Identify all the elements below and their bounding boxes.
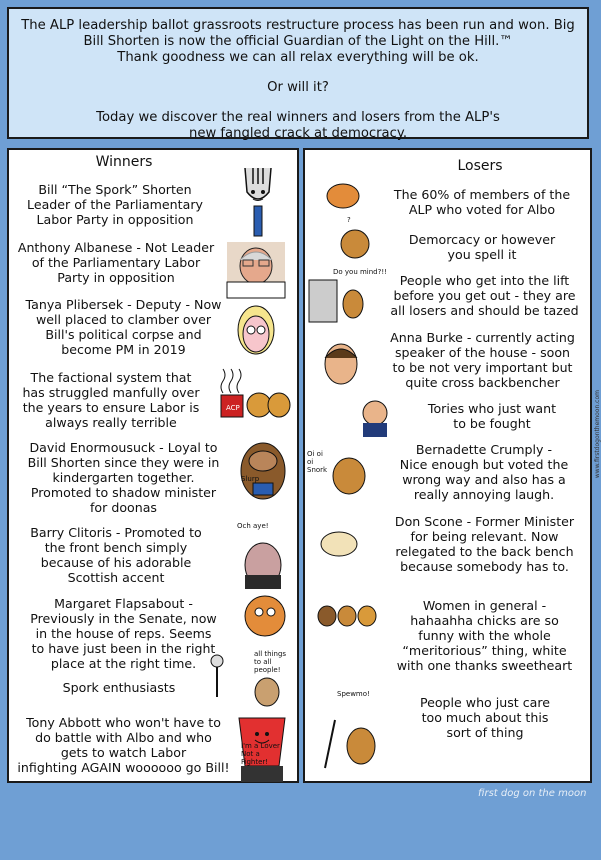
slurp-caption: Slurp [241,475,260,483]
loser-item: Tories who just want to be fought [427,401,557,431]
winners-title: Winners [95,154,153,170]
loser-item: People who just care too much about this sort of thing [419,695,551,740]
women-icon [315,600,379,632]
losers-title: Losers [457,158,503,174]
enthusiast-icon [249,670,285,710]
winner-item: The factional system that has struggled manfully over the years to ensure Labor is always really terrible [22,370,200,430]
albo-supporter-icon [321,178,367,214]
all-things-caption: all things to all people! [254,650,287,674]
bernadette-icon [329,450,371,500]
loser-item: People who get into the lift before you get out - they are all losers and should be tazed [390,273,579,318]
democracy-icon [335,222,375,262]
intro-line: Or will it? [267,80,329,95]
tanya-icon [231,300,281,360]
factional-system-icon [217,365,295,425]
loser-item: Bernadette Crumply - Nice enough but voted the wrong way and also has a really annoying laugh. [399,442,569,502]
spork-icon [207,655,227,699]
winner-item: Margaret Flapsabout - Previously in the Senate, now in the house of reps. Seems to have just been in the right place at the right time. [30,596,217,671]
loser-item: Anna Burke - currently acting speaker of the house - soon to be not very important but quite cross backbencher [390,330,575,390]
tory-icon [355,395,395,439]
winner-item: Barry Clitoris - Promoted to the front bench simply because of his adorable Scottish accent [30,525,202,585]
winner-item: Bill “The Spork” Shorten Leader of the Parliamentary Labor Party in opposition [27,182,203,227]
acp-label: ACP [226,404,240,412]
och-aye-caption: Och aye! [237,522,269,530]
loser-item: Women in general - hahaahha chicks are so funny with the whole “meritorious” thing, white with one thanks sweetheart [396,598,573,673]
winner-item: Anthony Albanese - Not Leader of the Parliamentary Labor Party in opposition [17,240,215,285]
winner-item: Tanya Plibersek - Deputy - Now well placed to clamber over Bill's political corpse and become PM in 2019 [25,297,222,357]
spork-head-icon [237,162,279,240]
barry-icon [231,535,291,593]
intro-line: Today we discover the real winners and losers from the ALP's [96,110,500,125]
bear-icon [235,433,293,503]
signature: first dog on the moon [478,788,587,799]
anna-burke-icon [319,340,363,388]
albanese-photo [227,242,285,298]
side-credit: www.firstdogonthemoon.com [594,390,601,479]
intro-line: Bill Shorten is now the official Guardian of the Light on the Hill.™ [83,34,513,49]
lift-icon [307,278,369,324]
fez-caption: I'm a Lover Not a Fighter! [241,742,280,766]
losers-panel [303,148,592,783]
question-caption: ? [347,216,351,224]
winner-item: Spork enthusiasts [62,680,176,695]
margaret-icon [235,590,295,642]
loser-item: The 60% of members of the ALP who voted for Albo [393,187,571,217]
oi-caption: Oi oi oi Snork [307,450,328,474]
intro-panel [7,7,589,139]
winner-item: David Enormousuck - Loyal to Bill Shorten since they were in kindergarten together. Promoted to shadow minister for doonas [27,440,220,515]
loser-item: Don Scone - Former Minister for being relevant. Now relegated to the back bench because somebody has to. [394,514,575,574]
care-too-much-icon [319,710,381,770]
winners-panel [7,148,299,783]
spewmo-caption: Spewmo! [337,690,370,698]
intro-line: Thank goodness we can all relax everything will be ok. [117,50,479,65]
loser-item: Demorcacy or however you spell it [408,232,556,262]
winner-item: Tony Abbott who won't have to do battle with Albo and who gets to watch Labor infighting AGAIN woooooo go Bill! [17,715,230,775]
scone-icon [319,524,359,558]
intro-line: new fangled crack at democracy. [188,126,408,141]
do-you-mind-caption: Do you mind?!! [333,268,387,276]
intro-line: The ALP leadership ballot grassroots restructure process has been run and won. Big [21,18,575,33]
